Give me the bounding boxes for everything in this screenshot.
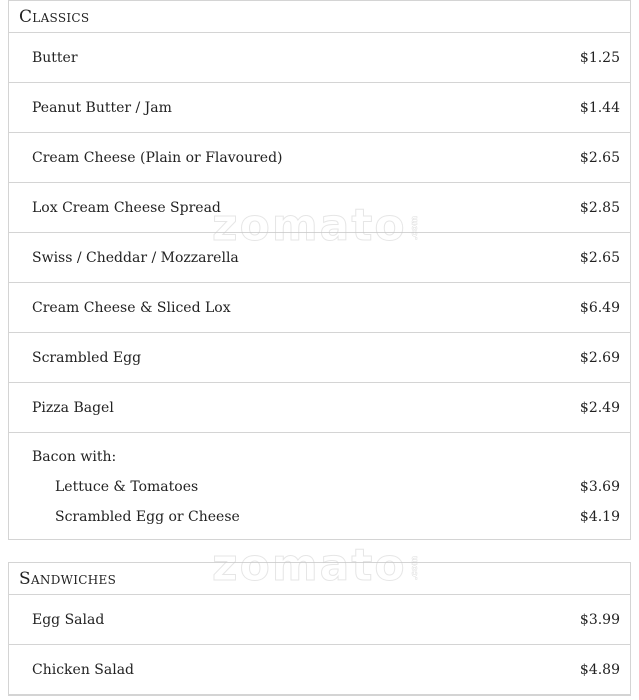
menu-item-name: Scrambled Egg or Cheese: [55, 509, 240, 525]
menu-item-name: Lettuce & Tomatoes: [55, 479, 199, 495]
menu-item-price: $2.49: [579, 399, 620, 416]
menu-item-name: Peanut Butter / Jam: [32, 99, 172, 116]
menu-sub-item: [32, 477, 620, 497]
menu-item: [9, 183, 630, 233]
menu-item: [9, 595, 630, 645]
menu-item-price: $4.19: [579, 509, 620, 525]
menu-item: [9, 133, 630, 183]
menu-item-price: $4.89: [579, 661, 620, 678]
menu-item-group: [9, 433, 630, 539]
menu-item-price: $2.69: [579, 349, 620, 366]
section-title: Sandwiches: [9, 563, 630, 595]
menu-sub-item: [32, 507, 620, 527]
menu-item: [9, 233, 630, 283]
menu-item-price: $1.25: [579, 49, 620, 66]
menu-item-name: Scrambled Egg: [32, 349, 142, 366]
menu-item: [9, 383, 630, 433]
menu-item-price: $2.65: [579, 149, 620, 166]
section-title: Classics: [9, 1, 630, 33]
menu-item-name: Lox Cream Cheese Spread: [32, 199, 221, 216]
menu-item: [9, 645, 630, 695]
menu-item: [9, 283, 630, 333]
menu-item: [9, 83, 630, 133]
menu-item-price: $1.44: [579, 99, 620, 116]
menu-item-name: Pizza Bagel: [32, 399, 114, 416]
menu-item-price: $3.69: [579, 479, 620, 495]
menu-group-title: Bacon with:: [32, 449, 117, 465]
menu-item-name: Cream Cheese (Plain or Flavoured): [32, 149, 283, 166]
menu-item: [9, 33, 630, 83]
menu-item: [9, 333, 630, 383]
menu-item-name: Swiss / Cheddar / Mozzarella: [32, 249, 239, 266]
menu-item-name: Chicken Salad: [32, 661, 135, 678]
menu-item-price: $2.65: [579, 249, 620, 266]
menu-item-price: $3.99: [579, 611, 620, 628]
menu-section-classics: [8, 0, 631, 540]
menu-item-name: Butter: [32, 49, 78, 66]
menu-item-price: $6.49: [579, 299, 620, 316]
menu-item-price: $2.85: [579, 199, 620, 216]
menu-section-sandwiches: [8, 562, 631, 696]
menu-item-name: Egg Salad: [32, 611, 105, 628]
menu-item-name: Cream Cheese & Sliced Lox: [32, 299, 231, 316]
